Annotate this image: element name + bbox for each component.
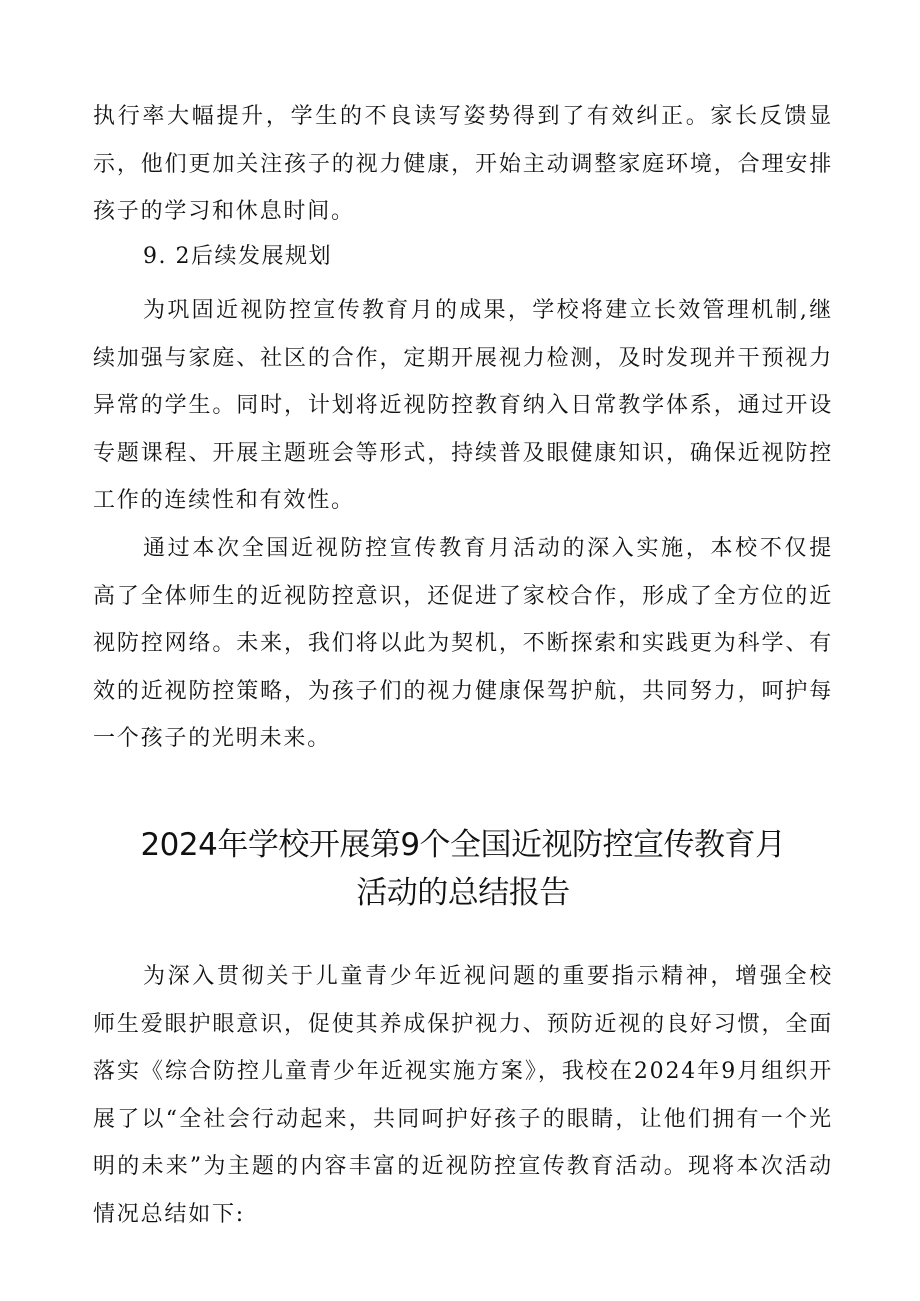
section-heading-9-2: 9. 2后续发展规划 xyxy=(143,244,332,269)
report-title-line-1: 2024年学校开展第9个全国近视防控宣传教育月 xyxy=(140,827,786,863)
continuation-paragraph: 执行率大幅提升，学生的不良读写姿势得到了有效纠正。家长反馈显示，他们更加关注孩子的视力健康，开始主动调整家庭环境，合理安排孩子的学习和休息时间。 xyxy=(93,104,833,224)
conclusion-paragraph: 通过本次全国近视防控宣传教育月活动的深入实施，本校不仅提高了全体师生的近视防控意识，还促进了家校合作，形成了全方位的近视防控网络。未来，我们将以此为契机，不断探索和实践更为科学、有效的近视防控策略，为孩子们的视力健康保驾护航，共同努力，呵护每一个孩子的光明未来。 xyxy=(93,536,833,751)
plan-paragraph: 为巩固近视防控宣传教育月的成果，学校将建立长效管理机制,继续加强与家庭、社区的合作，定期开展视力检测，及时发现并干预视力异常的学生。同时，计划将近视防控教育纳入日常教学体系，通过开设专题课程、开展主题班会等形式，持续普及眼健康知识，确保近视防控工作的连续性和有效性。 xyxy=(93,298,833,513)
report-title xyxy=(93,821,833,917)
intro-paragraph: 为深入贯彻关于儿童青少年近视问题的重要指示精神，增强全校师生爱眼护眼意识，促使其养成保护视力、预防近视的良好习惯，全面落实《综合防控儿童青少年近视实施方案》，我校在2024年9月组织开展了以“全社会行动起来，共同呵护好孩子的眼睛，让他们拥有一个光明的未来”为主题的内容丰富的近视防控宣传教育活动。现将本次活动情况总结如下: xyxy=(93,964,833,1227)
report-title-line-2: 活动的总结报告 xyxy=(356,875,570,911)
